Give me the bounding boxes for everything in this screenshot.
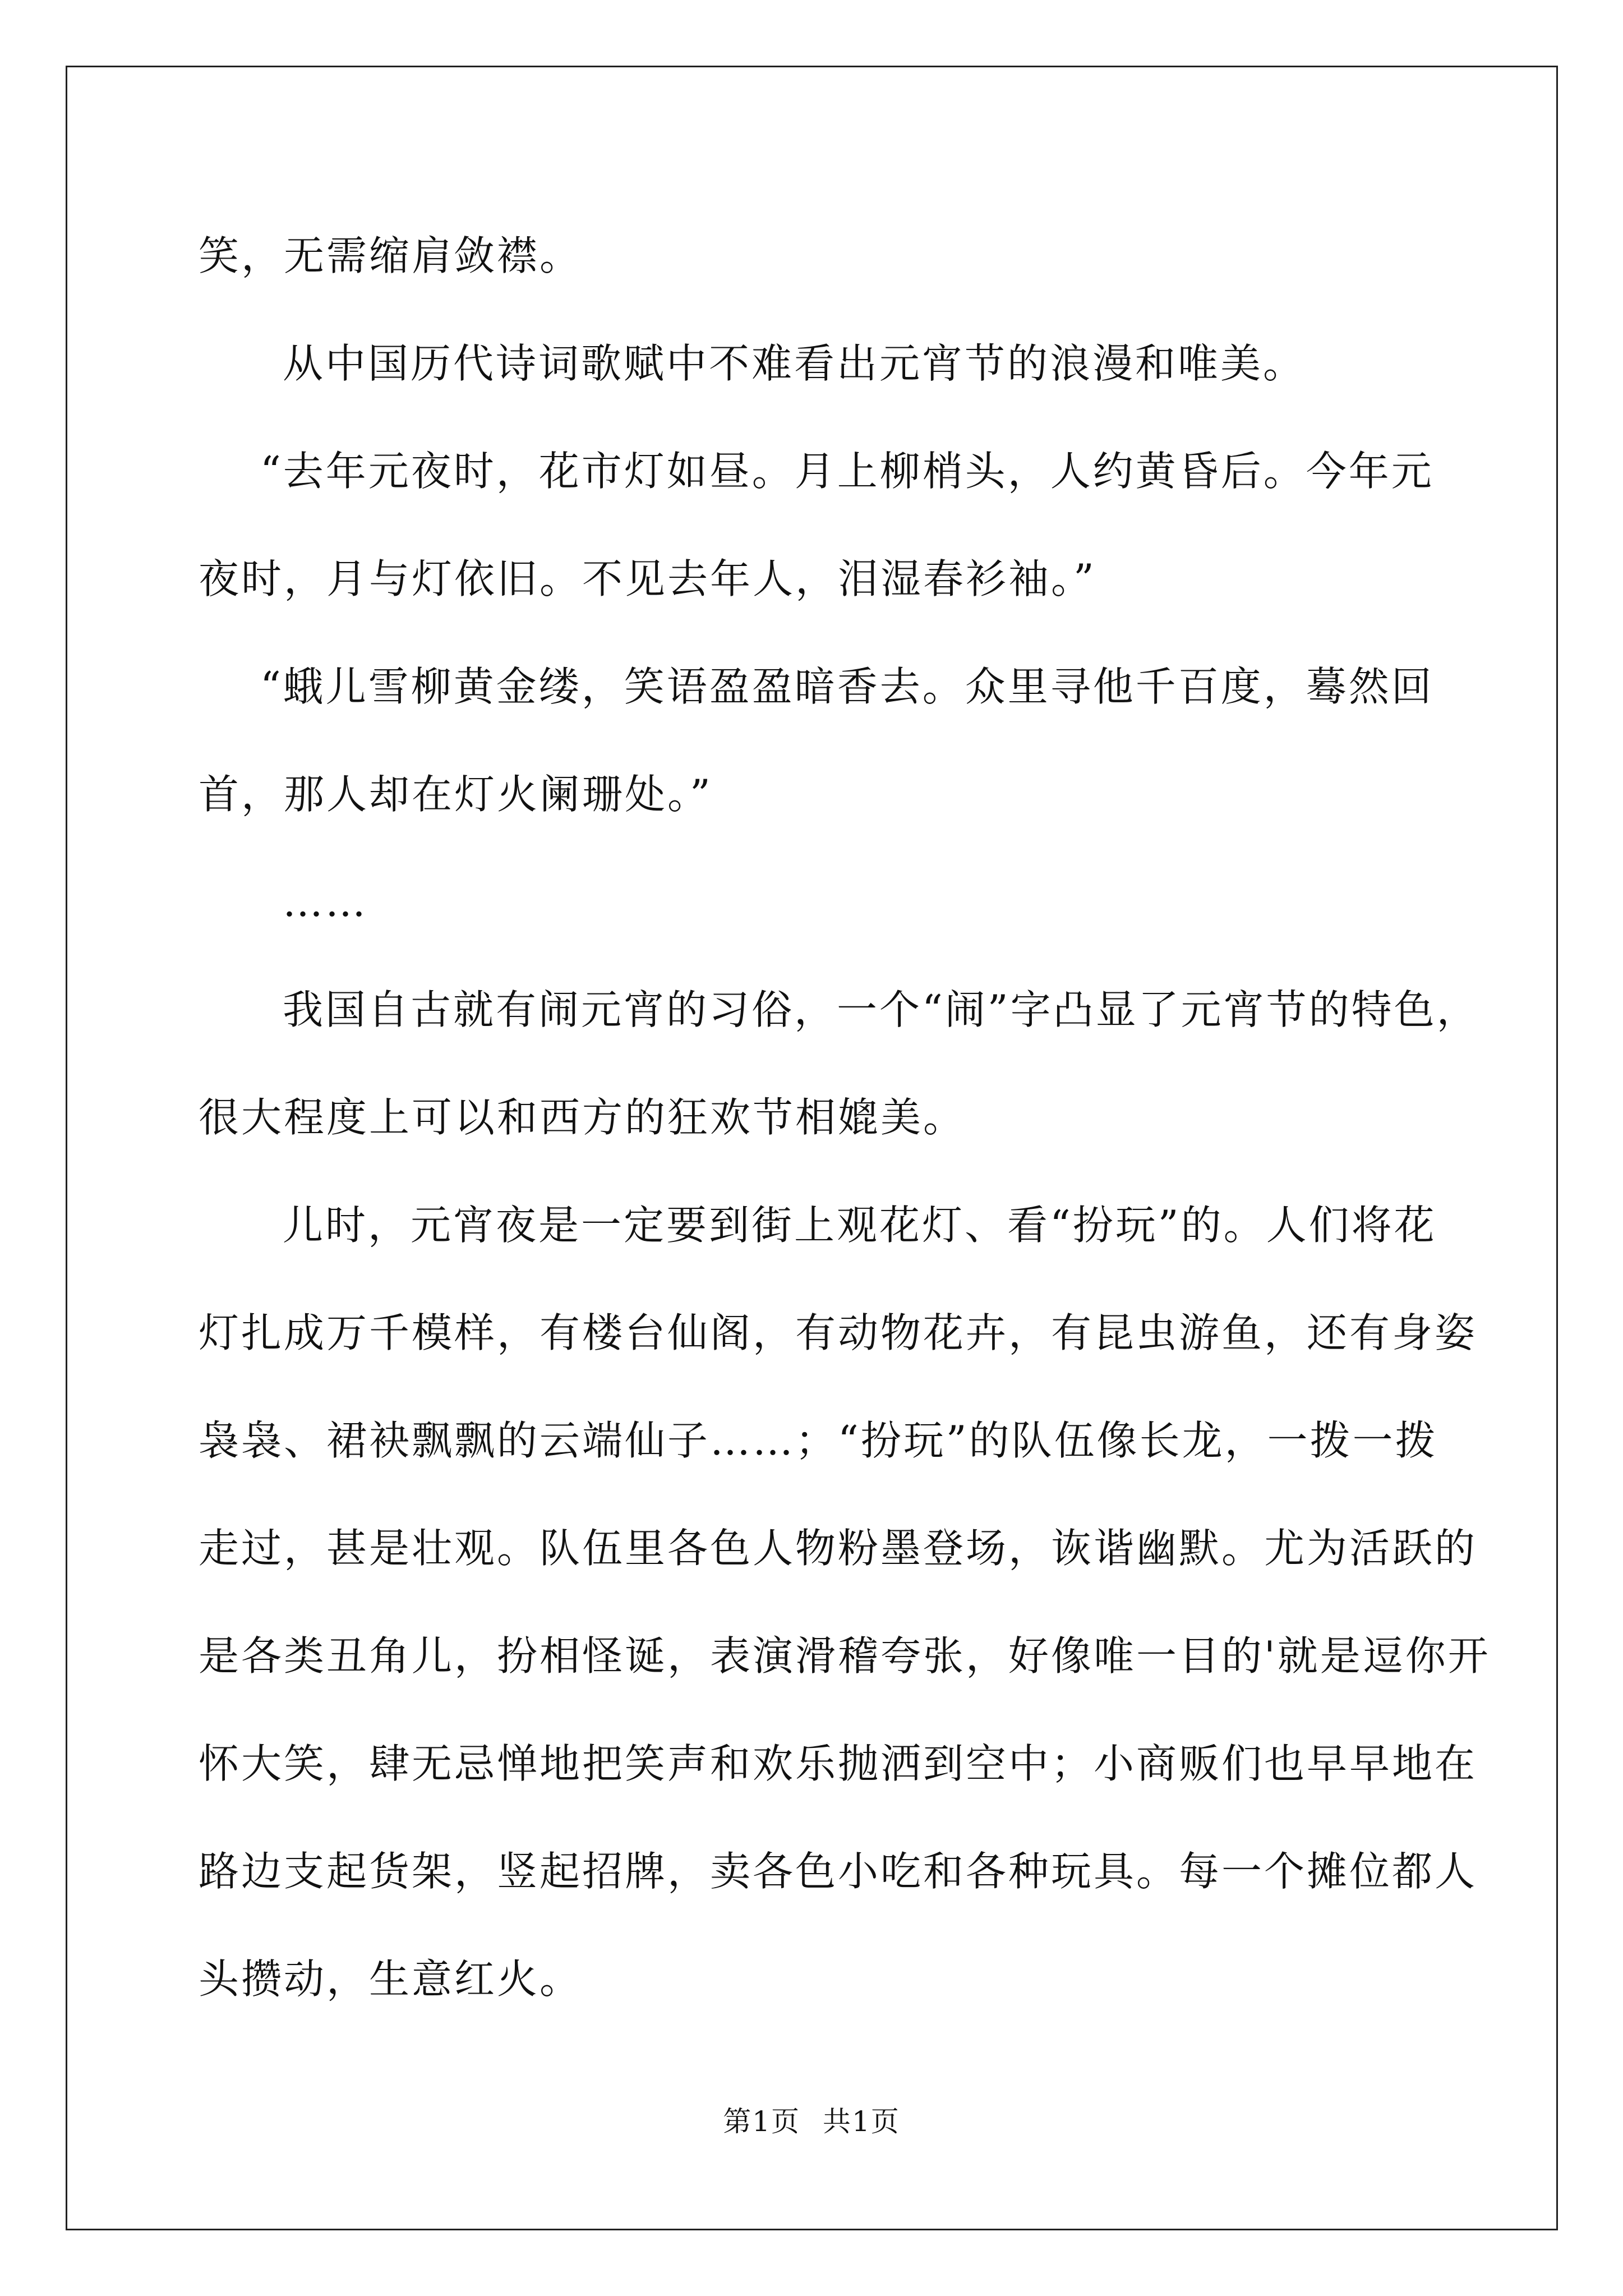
text-line: 是各类丑角儿，扮相怪诞，表演滑稽夸张，好像唯一目的'就是逗你开 — [199, 1632, 1491, 1680]
text-line: 夜时，月与灯依旧。不见去年人，泪湿春衫袖。” — [199, 555, 1096, 602]
page-number: 第1页 — [723, 2105, 800, 2138]
page-total: 共1页 — [823, 2105, 900, 2138]
text-line: 儿时，元宵夜是一定要到街上观花灯、看“扮玩”的。人们将花 — [283, 1202, 1437, 1249]
text-line: 走过，甚是壮观。队伍里各色人物粉墨登场，诙谐幽默。尤为活跃的 — [199, 1525, 1478, 1572]
text-line: 首，那人却在灯火阑珊处。” — [199, 771, 713, 818]
text-line: “去年元夜时，花市灯如昼。月上柳梢头，人约黄昏后。今年元 — [260, 448, 1434, 495]
text-line: “蛾儿雪柳黄金缕，笑语盈盈暗香去。众里寻他千百度，蓦然回 — [260, 663, 1434, 710]
text-line: …… — [283, 878, 368, 926]
text-line: 笑，无需缩肩敛襟。 — [199, 232, 583, 279]
text-line: 头攒动，生意红火。 — [199, 1955, 583, 2003]
text-line: 怀大笑，肆无忌惮地把笑声和欢乐抛洒到空中；小商贩们也早早地在 — [199, 1740, 1478, 1787]
text-line: 灯扎成万千模样，有楼台仙阁，有动物花卉，有昆虫游鱼，还有身姿 — [199, 1309, 1478, 1356]
document-body — [199, 202, 1491, 2033]
text-line: 我国自古就有闹元宵的习俗，一个“闹”字凸显了元宵节的特色， — [283, 986, 1479, 1033]
text-line: 从中国历代诗词歌赋中不难看出元宵节的浪漫和唯美。 — [283, 340, 1306, 387]
text-line: 路边支起货架，竖起招牌，卖各色小吃和各种玩具。每一个摊位都人 — [199, 1848, 1478, 1895]
text-line: 袅袅、裙袂飘飘的云端仙子……；“扮玩”的队伍像长龙，一拨一拨 — [199, 1417, 1438, 1464]
text-line: 很大程度上可以和西方的狂欢节相媲美。 — [199, 1094, 966, 1141]
page-footer — [0, 2099, 1623, 2139]
